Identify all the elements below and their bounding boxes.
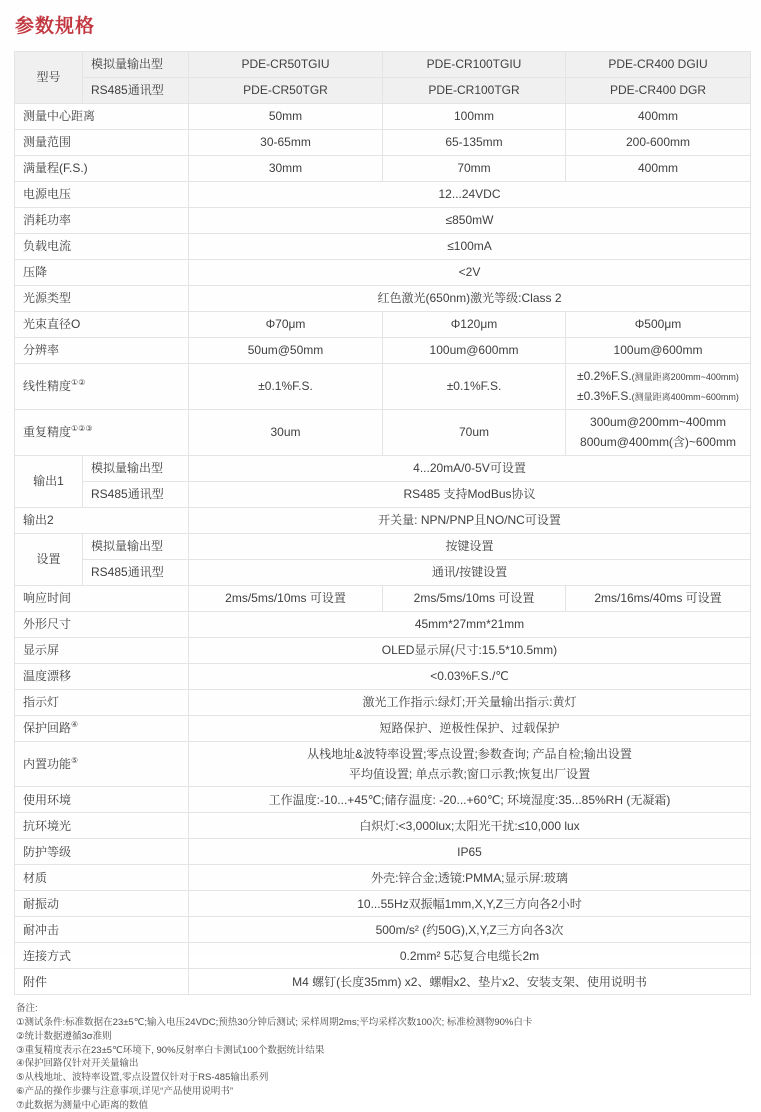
spec-value: Φ120μm	[383, 312, 566, 338]
table-row	[15, 156, 751, 182]
spec-value: 30um	[189, 409, 383, 455]
spec-row-label: 光束直径O	[15, 312, 189, 338]
table-row	[15, 715, 751, 741]
spec-value: PDE-CR100TGIU	[383, 52, 566, 78]
spec-value: 30-65mm	[189, 130, 383, 156]
table-row	[15, 78, 751, 104]
spec-value: 400mm	[566, 156, 751, 182]
spec-row-label: 附件	[15, 969, 189, 995]
spec-value: 50mm	[189, 104, 383, 130]
table-row	[15, 312, 751, 338]
table-row	[15, 839, 751, 865]
spec-value: PDE-CR100TGR	[383, 78, 566, 104]
spec-value: 200-600mm	[566, 130, 751, 156]
spec-row-label: 重复精度①②③	[15, 409, 189, 455]
spec-value: PDE-CR50TGR	[189, 78, 383, 104]
table-row	[15, 787, 751, 813]
spec-row-label: 测量范围	[15, 130, 189, 156]
spec-value: Φ500μm	[566, 312, 751, 338]
spec-row-label: 线性精度①②	[15, 364, 189, 410]
table-row	[15, 865, 751, 891]
table-row	[15, 409, 751, 455]
spec-value-detail: (测量距离400mm~600mm)	[631, 392, 739, 403]
table-row	[15, 969, 751, 995]
spec-value: RS485 支持ModBus协议	[189, 481, 751, 507]
spec-row-label: 测量中心距离	[15, 104, 189, 130]
table-row	[15, 234, 751, 260]
table-row	[15, 104, 751, 130]
table-row	[15, 364, 751, 410]
spec-row-label: 温度漂移	[15, 663, 189, 689]
spec-row-label: RS485通讯型	[83, 481, 189, 507]
spec-value: <2V	[189, 260, 751, 286]
spec-value: 0.2mm² 5芯复合电缆长2m	[189, 943, 751, 969]
table-row	[15, 260, 751, 286]
spec-value: 从栈地址&波特率设置;零点设置;参数查询; 产品自检;输出设置 平均值设置; 单点示教;窗口示教;恢复出厂设置	[189, 741, 751, 787]
spec-row-label: 分辨率	[15, 338, 189, 364]
spec-row-label: 模拟量输出型	[83, 533, 189, 559]
spec-value: IP65	[189, 839, 751, 865]
spec-value: 2ms/16ms/40ms 可设置	[566, 585, 751, 611]
table-row	[15, 637, 751, 663]
table-row	[15, 611, 751, 637]
note-line: ③重复精度表示在23±5℃环境下, 90%反射率白卡测试100个数据统计结果	[16, 1044, 325, 1056]
spec-row-label: 输出2	[15, 507, 189, 533]
spec-row-label: 保护回路④	[15, 715, 189, 741]
spec-value: 工作温度:-10...+45℃;储存温度: -20...+60℃; 环境湿度:35...85%RH (无凝霜)	[189, 787, 751, 813]
table-row	[15, 533, 751, 559]
table-row	[15, 338, 751, 364]
spec-value: ±0.1%F.S.	[383, 364, 566, 410]
spec-value: 30mm	[189, 156, 383, 182]
table-row	[15, 689, 751, 715]
spec-row-label: 材质	[15, 865, 189, 891]
spec-row-label: 模拟量输出型	[83, 455, 189, 481]
spec-value: 100um@600mm	[566, 338, 751, 364]
table-row	[15, 917, 751, 943]
spec-table	[14, 51, 751, 995]
spec-value: 65-135mm	[383, 130, 566, 156]
table-row	[15, 585, 751, 611]
spec-row-label: 防护等级	[15, 839, 189, 865]
table-row	[15, 52, 751, 78]
spec-row-label: 显示屏	[15, 637, 189, 663]
spec-value: 外壳:锌合金;透镜:PMMA;显示屏:玻璃	[189, 865, 751, 891]
spec-row-label: 光源类型	[15, 286, 189, 312]
spec-row-label: 输出1	[15, 455, 83, 507]
note-line: ⑤从栈地址、波特率设置,零点设置仅针对于RS-485输出系列	[16, 1072, 269, 1084]
footnote-ref: ④	[71, 719, 79, 729]
spec-row-label: 负载电流	[15, 234, 189, 260]
spec-row-label: 响应时间	[15, 585, 189, 611]
spec-value: OLED显示屏(尺寸:15.5*10.5mm)	[189, 637, 751, 663]
spec-value: ±0.2%F.S.(测量距离200mm~400mm) ±0.3%F.S.(测量距离400mm~600mm)	[566, 364, 751, 410]
table-row	[15, 663, 751, 689]
spec-row-label: 抗环境光	[15, 813, 189, 839]
spec-row-label: 消耗功率	[15, 208, 189, 234]
table-row	[15, 559, 751, 585]
spec-value: 300um@200mm~400mm 800um@400mm(含)~600mm	[566, 409, 751, 455]
spec-value: 50um@50mm	[189, 338, 383, 364]
note-line: ②统计数据遵循3σ准则	[16, 1030, 112, 1042]
notes	[16, 1002, 761, 1112]
spec-value: PDE-CR400 DGIU	[566, 52, 751, 78]
table-row	[15, 891, 751, 917]
spec-row-label: RS485通讯型	[83, 559, 189, 585]
spec-value: 4...20mA/0-5V可设置	[189, 455, 751, 481]
spec-value: 红色激光(650nm)激光等级:Class 2	[189, 286, 751, 312]
footnote-ref: ⑤	[71, 755, 79, 765]
spec-row-label: 内置功能⑤	[15, 741, 189, 787]
footnote-ref: ①②③	[71, 423, 93, 433]
table-row	[15, 286, 751, 312]
spec-value: 按键设置	[189, 533, 751, 559]
table-row	[15, 507, 751, 533]
table-row	[15, 481, 751, 507]
spec-value: 45mm*27mm*21mm	[189, 611, 751, 637]
page-title: 参数规格	[15, 16, 96, 37]
note-line: ①测试条件:标准数据在23±5℃;输入电压24VDC;预热30分钟后测试; 采样周期2ms;平均采样次数100次; 标准检测物90%白卡	[16, 1017, 533, 1029]
spec-value: 400mm	[566, 104, 751, 130]
spec-value: Φ70μm	[189, 312, 383, 338]
spec-value: 开关量: NPN/PNP且NO/NC可设置	[189, 507, 751, 533]
spec-row-label: 连接方式	[15, 943, 189, 969]
spec-value: ≤850mW	[189, 208, 751, 234]
table-row	[15, 455, 751, 481]
spec-value: ≤100mA	[189, 234, 751, 260]
spec-value: 100um@600mm	[383, 338, 566, 364]
spec-value: M4 螺钉(长度35mm) x2、螺帽x2、垫片x2、安装支架、使用说明书	[189, 969, 751, 995]
spec-value: 激光工作指示:绿灯;开关量输出指示:黄灯	[189, 689, 751, 715]
notes-heading: 备注:	[16, 1003, 38, 1015]
spec-value: 12...24VDC	[189, 182, 751, 208]
spec-value: 100mm	[383, 104, 566, 130]
spec-value: 短路保护、逆极性保护、过载保护	[189, 715, 751, 741]
spec-value: 70mm	[383, 156, 566, 182]
spec-row-label: 设置	[15, 533, 83, 585]
spec-row-label: 模拟量输出型	[83, 52, 189, 78]
spec-value: <0.03%F.S./℃	[189, 663, 751, 689]
note-line: ⑦此数据为测量中心距离的数值	[16, 1099, 149, 1111]
spec-value-detail: (测量距离200mm~400mm)	[631, 372, 739, 382]
note-line: ⑥产品的操作步骤与注意事项,详见“产品使用说明书”	[16, 1085, 233, 1097]
table-row	[15, 130, 751, 156]
table-row	[15, 182, 751, 208]
spec-value: 70um	[383, 409, 566, 455]
note-line: ④保护回路仅针对开关量输出	[16, 1058, 139, 1070]
spec-value: 500m/s² (约50G),X,Y,Z三方向各3次	[189, 917, 751, 943]
spec-row-label: 压降	[15, 260, 189, 286]
spec-value: 10...55Hz双振幅1mm,X,Y,Z三方向各2小时	[189, 891, 751, 917]
spec-row-label: 耐振动	[15, 891, 189, 917]
spec-value: PDE-CR50TGIU	[189, 52, 383, 78]
spec-table-body	[15, 52, 751, 995]
spec-value: PDE-CR400 DGR	[566, 78, 751, 104]
spec-row-label: 满量程(F.S.)	[15, 156, 189, 182]
spec-row-label: 外形尺寸	[15, 611, 189, 637]
spec-row-label: 指示灯	[15, 689, 189, 715]
spec-row-label: 电源电压	[15, 182, 189, 208]
table-row	[15, 813, 751, 839]
spec-value: 2ms/5ms/10ms 可设置	[189, 585, 383, 611]
spec-row-label: 耐冲击	[15, 917, 189, 943]
spec-row-label: 使用环境	[15, 787, 189, 813]
spec-value: ±0.1%F.S.	[189, 364, 383, 410]
footnote-ref: ①②	[71, 378, 86, 388]
spec-row-label: RS485通讯型	[83, 78, 189, 104]
table-row	[15, 741, 751, 787]
table-row	[15, 208, 751, 234]
spec-value: 2ms/5ms/10ms 可设置	[383, 585, 566, 611]
spec-value: 白炽灯:<3,000lux;太阳光干扰:≤10,000 lux	[189, 813, 751, 839]
spec-value: 通讯/按键设置	[189, 559, 751, 585]
spec-row-label: 型号	[15, 52, 83, 104]
